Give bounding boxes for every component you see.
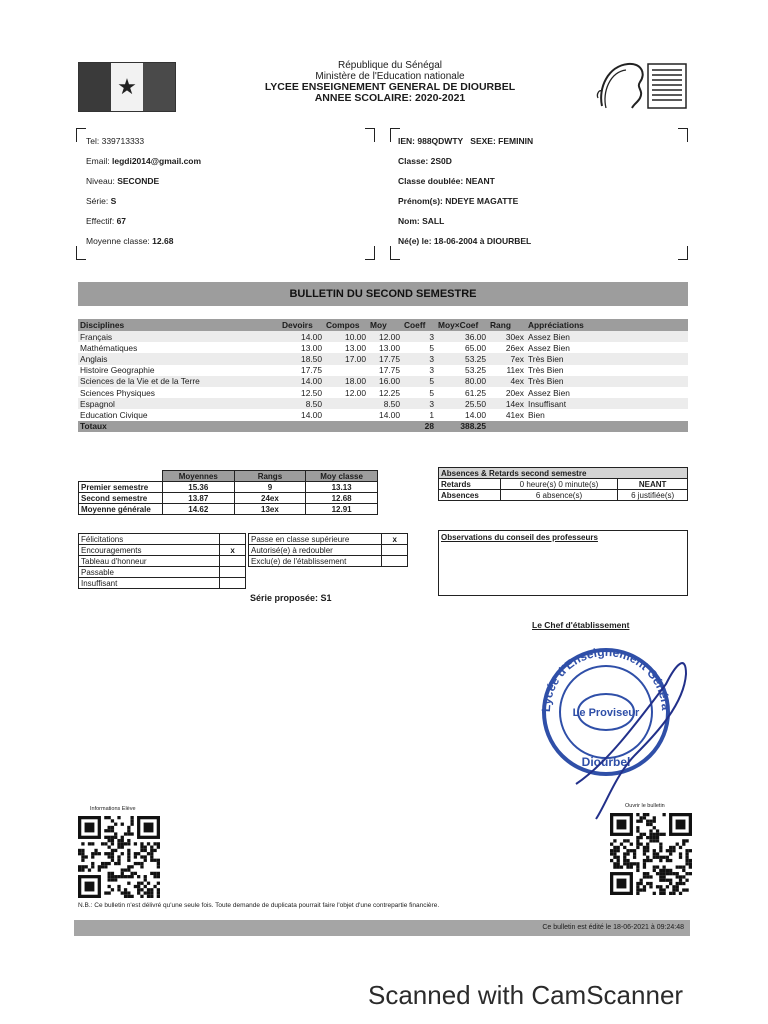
- grade-cell: Français: [78, 331, 280, 342]
- svg-text:Diourbel: Diourbel: [581, 755, 631, 769]
- summary-cell: 13.13: [306, 482, 378, 493]
- distinction-checkbox[interactable]: [220, 534, 246, 545]
- grade-cell: 14.00: [379, 409, 400, 420]
- grade-cell: 61.25: [465, 387, 486, 398]
- grade-cell: 3: [429, 365, 434, 376]
- grade-row: [78, 353, 688, 364]
- summary-row: [79, 504, 378, 515]
- summary-cell: Premier semestre: [79, 482, 163, 493]
- grade-cell: 53.25: [465, 365, 486, 376]
- grade-cell: 1: [429, 409, 434, 420]
- grade-cell: 8.50: [280, 398, 324, 409]
- distinction-row: [79, 556, 246, 567]
- grades-header-row: [78, 319, 688, 331]
- distinction-label: Passable: [79, 567, 220, 578]
- document-header: [200, 60, 580, 104]
- grade-cell: 14.00: [465, 409, 486, 420]
- prenom-label: Prénom(s):: [398, 196, 446, 206]
- header-year: ANNEE SCOLAIRE: 2020-2021: [314, 92, 466, 104]
- grade-cell: 12.50: [301, 387, 322, 398]
- grade-cell: 12.25: [379, 387, 400, 398]
- grade-cell: Très Bien: [528, 365, 564, 376]
- grade-cell: 5: [402, 376, 436, 387]
- school-info: [86, 136, 201, 256]
- grade-cell: Assez Bien: [526, 331, 688, 342]
- grade-cell: Très Bien: [526, 376, 688, 387]
- grade-cell: 12.00: [345, 387, 366, 398]
- svg-text:Lycée d'Enseignement Général: Lycée d'Enseignement Généra: [538, 644, 674, 713]
- decision-row: [249, 534, 408, 545]
- totals-row: [78, 421, 688, 432]
- effectif-label: Effectif:: [86, 216, 117, 226]
- col-appreciations: Appréciations: [526, 319, 688, 331]
- grade-cell: 25.50: [436, 398, 488, 409]
- grade-row: [78, 398, 688, 409]
- grade-cell: 12.00: [368, 331, 402, 342]
- col-rang: Rang: [488, 319, 526, 331]
- decision-row: [249, 556, 408, 567]
- distinction-row: [79, 578, 246, 589]
- grade-row: [78, 409, 688, 420]
- summary-cell: Second semestre: [79, 493, 163, 504]
- summary-cell: 14.62: [162, 504, 234, 515]
- grade-cell: 5: [429, 387, 434, 398]
- absences-cell: 6 justifiée(s): [618, 490, 688, 501]
- qr-code-left[interactable]: [78, 816, 160, 898]
- proposed-series-label: Série proposée:: [250, 593, 319, 603]
- qr-right-label: Ouvrir le bulletin: [625, 803, 665, 809]
- col-moycoef: Moy×Coef: [436, 319, 488, 331]
- nom-label: Nom:: [398, 216, 423, 226]
- nb-note: N.B.: Ce bulletin n'est délivré qu'une seule fois. Toute demande de duplicata pourrait faire l'objet d'une contrepartie financière.: [78, 902, 440, 909]
- col-moy: Moy: [368, 319, 402, 331]
- distinction-checkbox[interactable]: x: [220, 545, 246, 556]
- total-moycoef: 388.25: [436, 421, 488, 432]
- class-average-label: Moyenne classe:: [86, 236, 153, 246]
- repeated-class: NEANT: [465, 176, 495, 186]
- qr-code-right[interactable]: [610, 813, 692, 895]
- grade-cell: 41ex: [505, 409, 524, 420]
- distinction-row: [79, 534, 246, 545]
- decisions-table: [248, 533, 408, 567]
- header-school: LYCEE ENSEIGNEMENT GENERAL DE DIOURBEL: [264, 81, 516, 93]
- absences-cell: Absences: [439, 490, 501, 501]
- observations-title: Observations du conseil des professeurs: [441, 533, 598, 542]
- grade-cell: Assez Bien: [528, 342, 570, 353]
- grade-cell: Insuffisant: [526, 398, 688, 409]
- grade-cell: 14.00: [301, 409, 322, 420]
- grade-cell: Sciences Physiques: [80, 387, 155, 398]
- grade-cell: 14.00: [280, 376, 324, 387]
- grade-cell: 17.75: [379, 365, 400, 376]
- summary-cell: 15.36: [162, 482, 234, 493]
- distinction-label: Tableau d'honneur: [79, 556, 220, 567]
- decision-checkbox[interactable]: [382, 556, 408, 567]
- grade-cell: 3: [402, 398, 436, 409]
- summary-header-row: [79, 471, 378, 482]
- edited-date: Ce bulletin est édité le 18-06-2021 à 09:24:48: [542, 924, 684, 931]
- grade-cell: 10.00: [324, 331, 368, 342]
- grade-cell: Sciences de la Vie et de la Terre: [78, 376, 280, 387]
- summary-col-rangs: Rangs: [234, 471, 306, 482]
- grade-cell: Anglais: [78, 353, 280, 364]
- absences-row: [439, 479, 688, 490]
- star-icon: ★: [111, 63, 143, 111]
- grade-cell: 14.00: [280, 331, 324, 342]
- summary-col-moyclasse: Moy classe: [306, 471, 378, 482]
- chef-title: Le Chef d'établissement: [532, 620, 630, 630]
- grade-cell: Education Civique: [80, 409, 148, 420]
- grade-cell: [324, 409, 368, 420]
- school-stamp-icon: [536, 644, 706, 828]
- grade-cell: [324, 398, 368, 409]
- summary-cell: 24ex: [234, 493, 306, 504]
- summary-row: [79, 493, 378, 504]
- distinctions-table: [78, 533, 246, 589]
- classe-label: Classe:: [398, 156, 431, 166]
- totals-label: Totaux: [78, 421, 280, 432]
- grade-cell: 13.00: [301, 342, 322, 353]
- student-ien: IEN: 988QDWTY: [398, 136, 464, 146]
- grade-cell: 30ex: [488, 331, 526, 342]
- student-birth: 18-06-2004 à DIOURBEL: [433, 236, 532, 246]
- proposed-series-value: S1: [320, 593, 332, 603]
- decision-checkbox[interactable]: x: [382, 534, 408, 545]
- grade-cell: 11ex: [506, 365, 524, 376]
- col-devoirs: Devoirs: [280, 319, 324, 331]
- grade-cell: 20ex: [505, 387, 524, 398]
- school-phone: Tel: 339713333: [86, 136, 145, 146]
- grade-cell: 36.00: [436, 331, 488, 342]
- decision-label: Exclu(e) de l'établissement: [249, 556, 382, 567]
- qr-left-label: Informations Elève: [90, 806, 136, 812]
- school-email: legdi2014@gmail.com: [111, 156, 202, 166]
- absences-cell: Retards: [439, 479, 501, 490]
- summary-cell: 12.91: [306, 504, 378, 515]
- decision-label: Passe en classe supérieure: [249, 534, 382, 545]
- grade-cell: 65.00: [465, 342, 486, 353]
- summary-col-moyennes: Moyennes: [162, 471, 234, 482]
- serie-value: S: [110, 196, 117, 206]
- summary-cell: 13.87: [162, 493, 234, 504]
- decision-label: Autorisé(e) à redoubler: [249, 545, 382, 556]
- grade-cell: 13.00: [379, 342, 400, 353]
- distinction-label: Insuffisant: [79, 578, 220, 589]
- distinction-label: Félicitations: [79, 534, 220, 545]
- distinction-row: [79, 567, 246, 578]
- student-class: 2S0D: [430, 156, 452, 166]
- col-compos: Compos: [324, 319, 368, 331]
- distinction-checkbox[interactable]: [220, 567, 246, 578]
- absences-cell: 6 absence(s): [500, 490, 618, 501]
- absences-title: Absences & Retards second semestre: [439, 468, 688, 479]
- svg-text:Le Proviseur: Le Proviseur: [572, 707, 640, 719]
- student-info: [398, 136, 533, 256]
- grades-table: [78, 319, 688, 432]
- header-ministry: Ministère de l'Education nationale: [315, 71, 465, 82]
- decision-checkbox[interactable]: [382, 545, 408, 556]
- grade-row: [78, 376, 688, 387]
- student-sex: SEXE: FEMININ: [470, 136, 534, 146]
- grade-cell: [324, 365, 368, 376]
- bulletin-title-bar: [78, 282, 688, 306]
- grade-cell: Histoire Geographie: [80, 365, 155, 376]
- grade-cell: 8.50: [368, 398, 402, 409]
- grade-cell: Mathématiques: [80, 342, 138, 353]
- doublee-label: Classe doublée:: [398, 176, 466, 186]
- grade-row: [78, 342, 688, 353]
- col-disciplines: Disciplines: [78, 319, 280, 331]
- class-average-value: 12.68: [152, 236, 174, 246]
- grade-cell: 26ex: [505, 342, 524, 353]
- total-coeff: 28: [402, 421, 436, 432]
- semester-summary-table: [78, 470, 378, 515]
- serie-label: Série:: [86, 196, 111, 206]
- grade-cell: 14ex: [488, 398, 526, 409]
- observations-box: [438, 530, 688, 596]
- grade-cell: 16.00: [368, 376, 402, 387]
- grade-cell: 5: [429, 342, 434, 353]
- grade-cell: 7ex: [488, 353, 526, 364]
- absences-cell: 0 heure(s) 0 minute(s): [500, 479, 618, 490]
- niveau-label: Niveau:: [86, 176, 118, 186]
- grade-cell: 17.75: [301, 365, 322, 376]
- grade-cell: 3: [402, 353, 436, 364]
- grade-cell: 17.00: [324, 353, 368, 364]
- summary-cell: 13ex: [234, 504, 306, 515]
- decision-row: [249, 545, 408, 556]
- school-logo-icon: [594, 58, 688, 114]
- scanner-watermark: Scanned with CamScanner: [368, 980, 684, 1010]
- student-firstname: NDEYE MAGATTE: [445, 196, 519, 206]
- grade-cell: 18.50: [280, 353, 324, 364]
- absences-row: [439, 490, 688, 501]
- distinction-row: [79, 545, 246, 556]
- edited-bar: [74, 920, 690, 936]
- header-country: République du Sénégal: [338, 60, 442, 71]
- grade-cell: 17.75: [368, 353, 402, 364]
- grade-row: [78, 365, 688, 376]
- grade-cell: Très Bien: [526, 353, 688, 364]
- email-label: Email:: [86, 156, 112, 166]
- summary-cell: 9: [234, 482, 306, 493]
- grade-cell: Bien: [528, 409, 545, 420]
- absences-table: [438, 467, 688, 501]
- senegal-flag: [78, 62, 176, 112]
- proposed-series: [250, 593, 332, 603]
- grade-cell: 53.25: [436, 353, 488, 364]
- col-coeff: Coeff: [402, 319, 436, 331]
- grade-row: [78, 331, 688, 342]
- student-lastname: SALL: [422, 216, 445, 226]
- distinction-checkbox[interactable]: [220, 578, 246, 589]
- niveau-value: SECONDE: [117, 176, 160, 186]
- birth-label: Né(e) le:: [398, 236, 434, 246]
- effectif-value: 67: [116, 216, 127, 226]
- distinction-label: Encouragements: [79, 545, 220, 556]
- grade-cell: 4ex: [488, 376, 526, 387]
- distinction-checkbox[interactable]: [220, 556, 246, 567]
- grade-cell: 18.00: [324, 376, 368, 387]
- grade-cell: 3: [402, 331, 436, 342]
- grade-cell: Assez Bien: [528, 387, 570, 398]
- grade-cell: 80.00: [436, 376, 488, 387]
- bulletin-title: BULLETIN DU SECOND SEMESTRE: [289, 288, 477, 300]
- grade-cell: Espagnol: [78, 398, 280, 409]
- grade-row: [78, 387, 688, 398]
- absences-cell: NEANT: [618, 479, 688, 490]
- summary-cell: Moyenne générale: [79, 504, 163, 515]
- grade-cell: 13.00: [345, 342, 366, 353]
- summary-cell: 12.68: [306, 493, 378, 504]
- summary-row: [79, 482, 378, 493]
